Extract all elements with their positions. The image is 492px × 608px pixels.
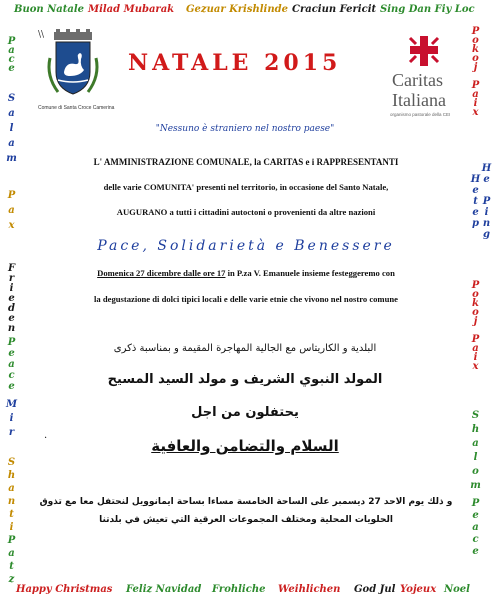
greeting-frohliche: Frohliche	[212, 584, 266, 595]
vert-word-he-ping-hetep: He Ping Hetep	[470, 162, 492, 240]
motto: "Nessuno è straniero nel nostro paese"	[155, 124, 335, 134]
caritas-italiana-word: Italiana	[392, 90, 446, 110]
arabic-line-4: السلام والتضامن والعافية	[151, 437, 339, 455]
vert-word-pace: Pace	[6, 35, 17, 72]
vert-word-pokoj-paix-2: Pokoj Paix	[470, 280, 481, 370]
arabic-line-6: الحلويات المحلية ومختلف المجموعات العرقية التي تعيش في بلدتنا	[99, 515, 393, 525]
greeting-gezuar-krishlinde: Gezuar Krishlinde	[186, 4, 288, 15]
greeting-happy-christmas: Happy Christmas	[16, 584, 113, 595]
vert-word-salam: Salam	[6, 92, 17, 168]
caritas-word: Caritas	[392, 70, 443, 90]
caritas-logo	[384, 34, 468, 120]
greeting-buon-natale: Buon Natale	[14, 4, 85, 15]
bottom-greetings	[16, 584, 484, 598]
vert-word-patz: Patz	[6, 535, 17, 587]
greeting-god-jul: God Jul	[354, 584, 396, 595]
vert-word-mir: Mir	[6, 399, 17, 441]
vert-word-shalom: Shalom	[470, 410, 481, 494]
left-vertical-greetings	[6, 26, 20, 587]
arabic-line-1: البلدية و الكاريتاس مع الجالية المهاجرة المقيمة و بمناسبة ذكرى	[113, 343, 377, 354]
vert-word-peace-right: Peace	[470, 498, 481, 558]
greeting-milad-mubarak: Milad Mubarak	[88, 4, 175, 15]
crest-caption: Comune di Santa Croce Camerina	[38, 105, 115, 111]
caritas-cross-icon	[406, 34, 442, 68]
theme-heading: Pace, Solidarietà e Benessere	[97, 238, 395, 254]
vert-word-peace: Peace	[6, 337, 17, 392]
caritas-subtitle: organismo pastorale della CEI	[390, 112, 451, 117]
greeting-noel: Noel	[444, 584, 470, 595]
date-underlined: Domenica 27 dicembre dalle ore 17	[97, 268, 226, 278]
vert-word-pax: Pax	[6, 189, 17, 235]
greeting-sing-dan-fiy-loc: Sing Dan Fiy Loc	[380, 4, 475, 15]
italian-line-2: delle varie COMUNITA' presenti nel territorio, in occasione del Santo Natale,	[103, 182, 389, 192]
vert-word-shanti: Shanti	[6, 457, 17, 535]
greeting-weihlichen: Weihlichen	[278, 584, 341, 595]
page-title: NATALE 2015	[128, 50, 342, 76]
top-greetings	[14, 4, 484, 18]
town-crest	[44, 28, 102, 100]
arabic-line-2: المولد النبوي الشريف و مولد السيد المسيح	[107, 372, 383, 387]
arabic-line-5: و ذلك يوم الاحد 27 ديسمبر على الساحة الخامسة مساءا بساحة ايمانوويل لنحتفل معا مع تذوق	[39, 497, 453, 507]
greeting-yojeux: Yojeux	[400, 584, 437, 595]
italian-date-line	[26, 268, 466, 278]
vert-word-pokoj-paix-1: Pokoj Paix	[470, 26, 481, 116]
italian-line-5: la degustazione di dolci tipici locali e delle varie etnie che vivono nel nostro comune	[94, 294, 398, 304]
arabic-dot: .	[44, 430, 48, 441]
italian-line-3: AUGURANO a tutti i cittadini autoctoni o provenienti da altre nazioni	[116, 207, 376, 217]
vert-word-frieden: Frieden	[6, 263, 17, 333]
greeting-feliz-navidad: Feliz Navidad	[126, 584, 202, 595]
date-rest: in P.za V. Emanuele insieme festeggeremo con	[225, 268, 395, 278]
crest-icon	[44, 28, 102, 100]
arabic-line-3: يحتفلون من اجل	[191, 405, 299, 420]
greeting-craciun-fericit: Craciun Fericit	[292, 4, 377, 15]
corner-mark: \\	[38, 30, 45, 40]
right-vertical-greetings	[470, 26, 492, 558]
italian-line-1: L' AMMINISTRAZIONE COMUNALE, la CARITAS e i RAPPRESENTANTI	[93, 157, 399, 167]
